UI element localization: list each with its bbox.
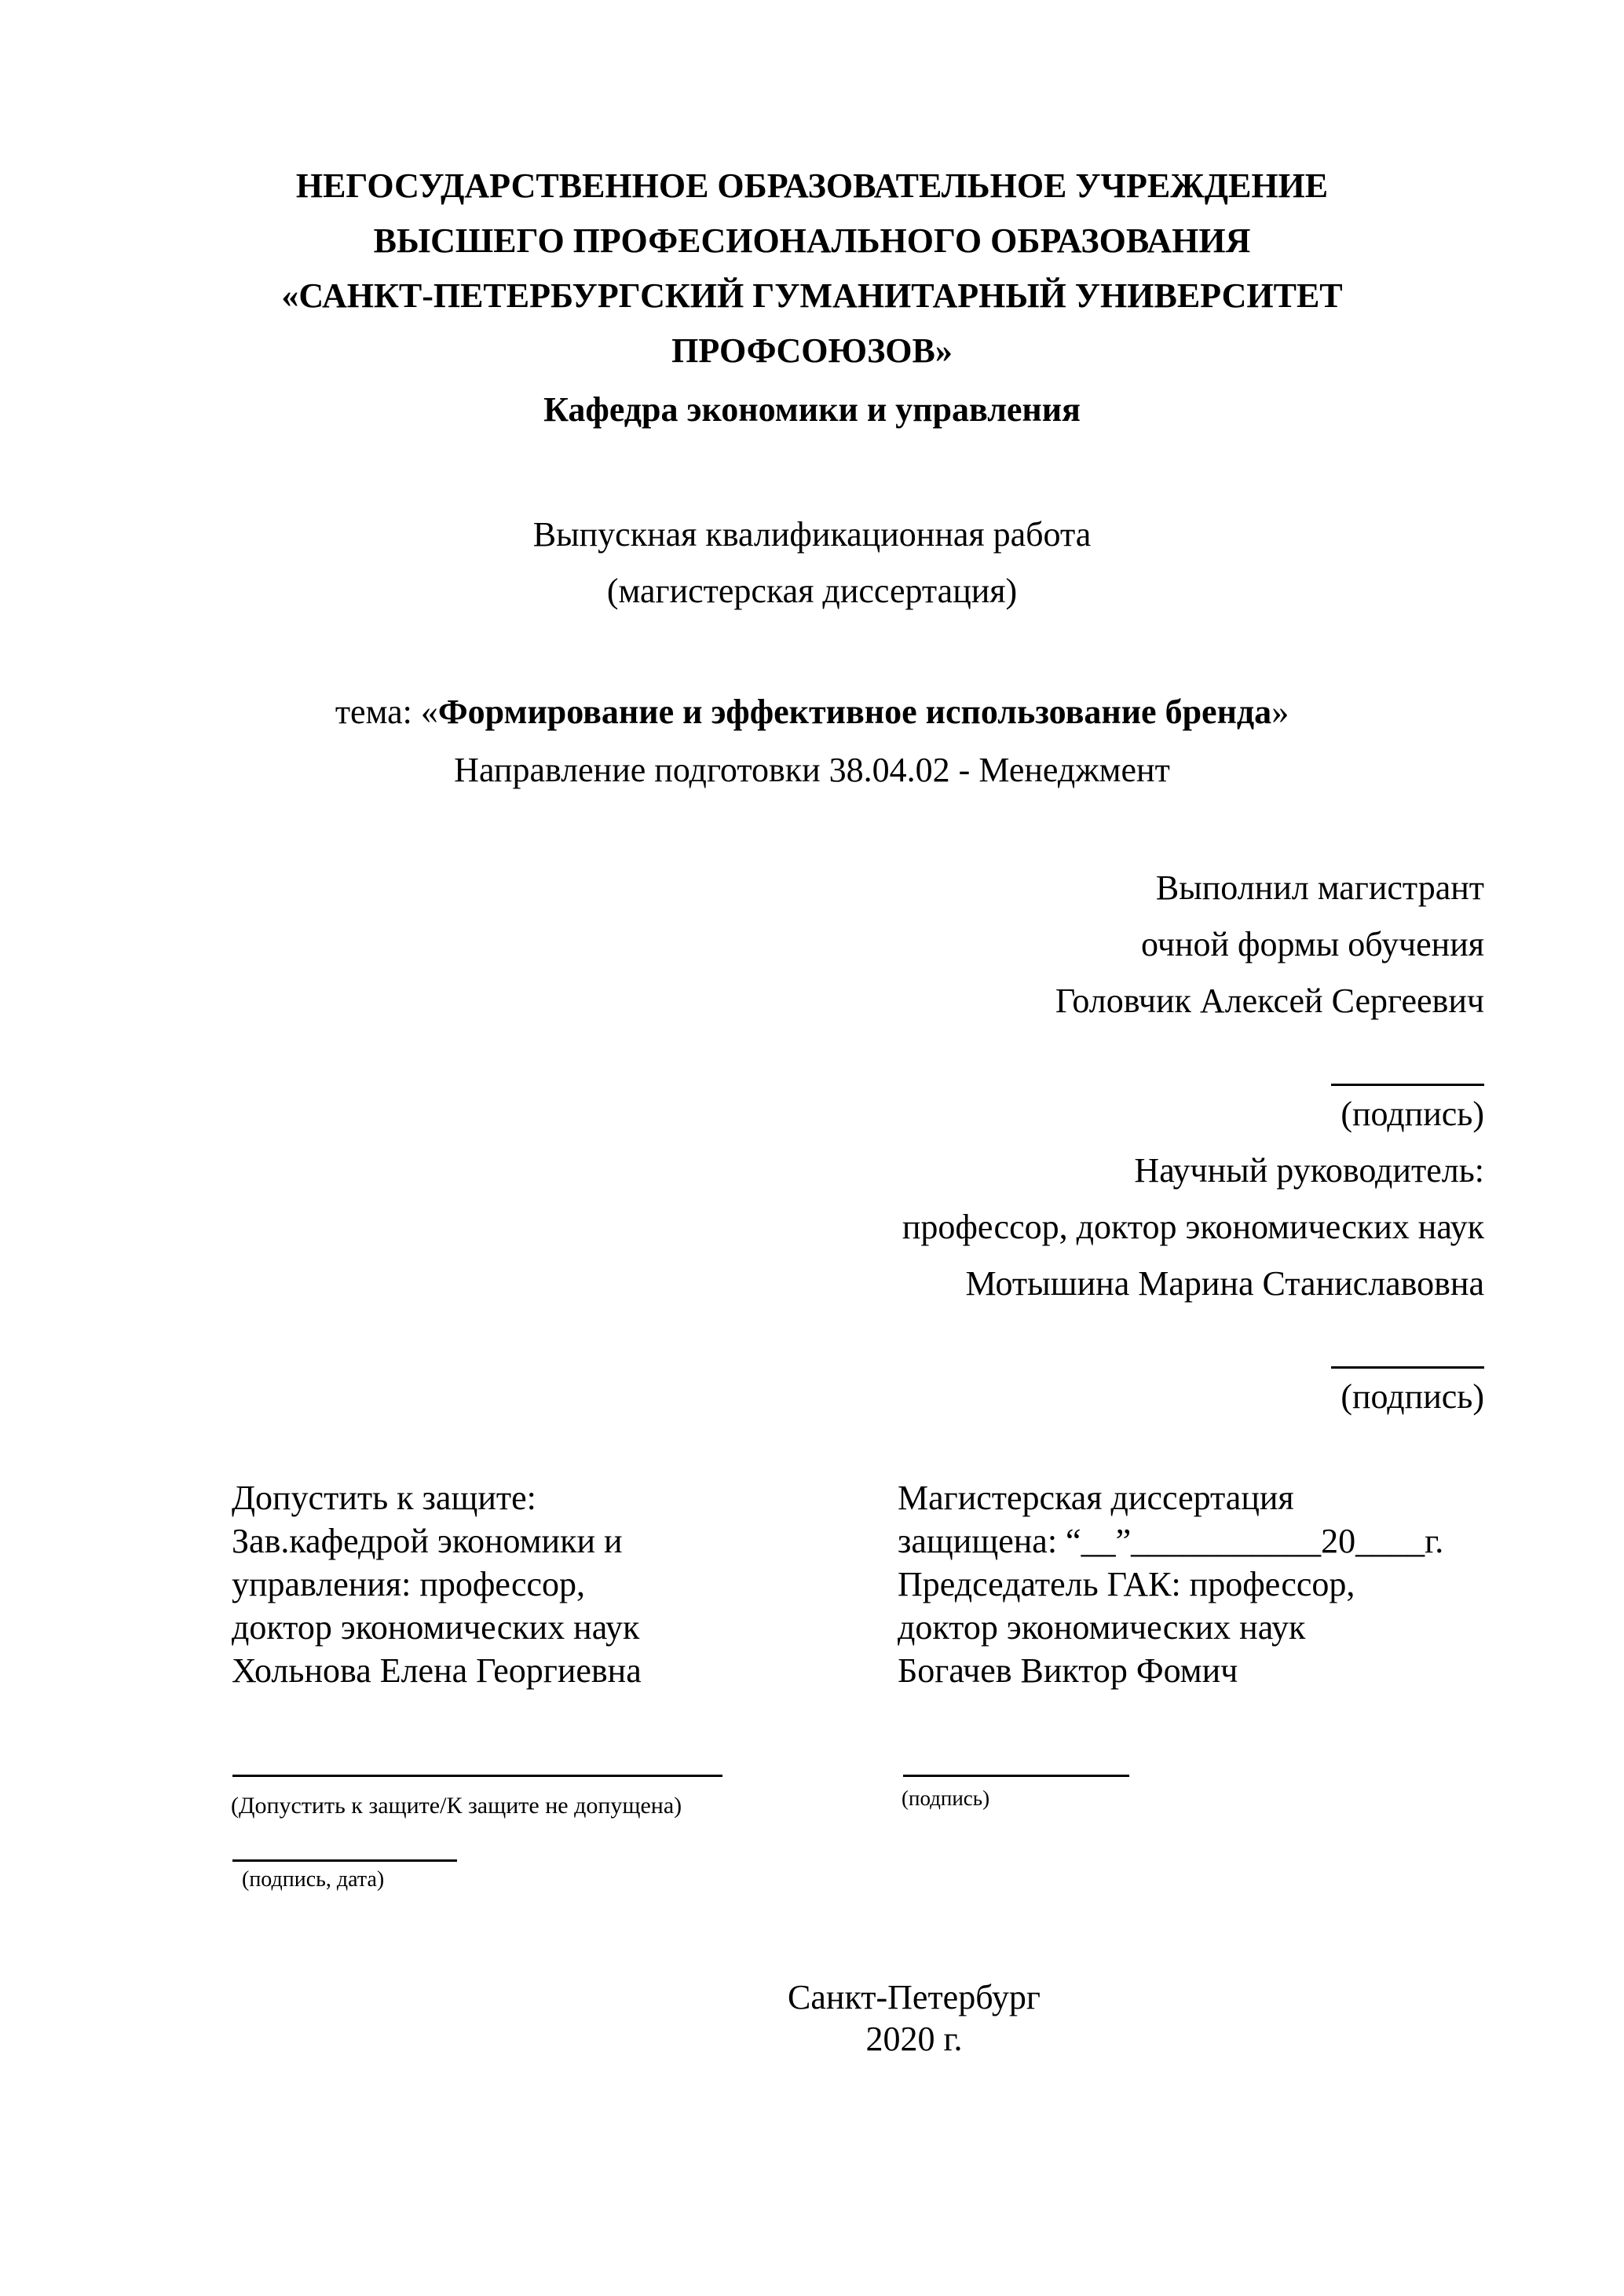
admission-line-2: Зав.кафедрой экономики и [232,1522,623,1560]
author-line-1: Выполнил магистрант [1155,868,1484,907]
defense-block [898,1476,1443,1692]
institution-line-1: НЕГОСУДАРСТВЕННОЕ ОБРАЗОВАТЕЛЬНОЕ УЧРЕЖДЕНИЕ [295,166,1329,205]
defense-signature-line [903,1775,1129,1777]
defense-line-3: Председатель ГАК: профессор, [898,1565,1355,1603]
supervisor-name: Мотышина Марина Станиславовна [965,1264,1484,1303]
author-signature-line [902,1029,1484,1086]
topic-prefix: тема: « [335,693,438,731]
admission-decision-caption: (Допустить к защите/К защите не допущена) [231,1793,682,1819]
admission-decision-line [232,1775,722,1777]
author-name: Головчик Алексей Сергеевич [1055,982,1484,1020]
institution-line-4: ПРОФСОЮЗОВ» [671,331,953,370]
city: Санкт-Петербург [788,1978,1041,2016]
author-line-2: очной формы обучения [1140,925,1484,963]
admission-line-4: доктор экономических наук [232,1608,640,1647]
admission-line-3: управления: профессор, [232,1565,586,1603]
year: 2020 г. [865,2020,963,2058]
admission-date-caption: (подпись, дата) [242,1867,385,1892]
defense-signature-caption: (подпись) [902,1786,990,1810]
gak-chair-name: Богачев Виктор Фомич [898,1651,1238,1690]
defense-line-4: доктор экономических наук [898,1608,1306,1647]
admission-date-line [232,1859,457,1862]
study-direction: Направление подготовки 38.04.02 - Менеджмент [454,751,1170,789]
work-subtype: (магистерская диссертация) [606,572,1018,610]
supervisor-signature-line [902,1312,1484,1369]
institution-line-3: «САНКТ-ПЕТЕРБУРГСКИЙ ГУМАНИТАРНЫЙ УНИВЕРСИТЕТ [281,276,1343,315]
work-topic [0,689,1624,735]
author-signature-label: (подпись) [1341,1095,1484,1133]
institution-line-2: ВЫСШЕГО ПРОФЕСИОНАЛЬНОГО ОБРАЗОВАНИЯ [373,221,1251,260]
admission-block [232,1476,642,1692]
topic-suffix: » [1271,693,1289,731]
supervisor-signature-label: (подпись) [1341,1377,1484,1416]
department-name: Кафедра экономики и управления [543,390,1081,429]
supervisor-title: Научный руководитель: [1134,1151,1484,1190]
defense-line-1: Магистерская диссертация [898,1479,1294,1517]
author-block [902,860,1484,1425]
defense-date-line: защищена: “__”___________20____г. [898,1522,1444,1560]
supervisor-degree: профессор, доктор экономических наук [902,1208,1484,1246]
topic-title: Формирование и эффективное использование бренда [437,693,1272,731]
admission-head-name: Хольнова Елена Георгиевна [232,1651,642,1690]
admission-line-1: Допустить к защите: [232,1479,536,1517]
work-type: Выпускная квалификационная работа [532,515,1092,554]
